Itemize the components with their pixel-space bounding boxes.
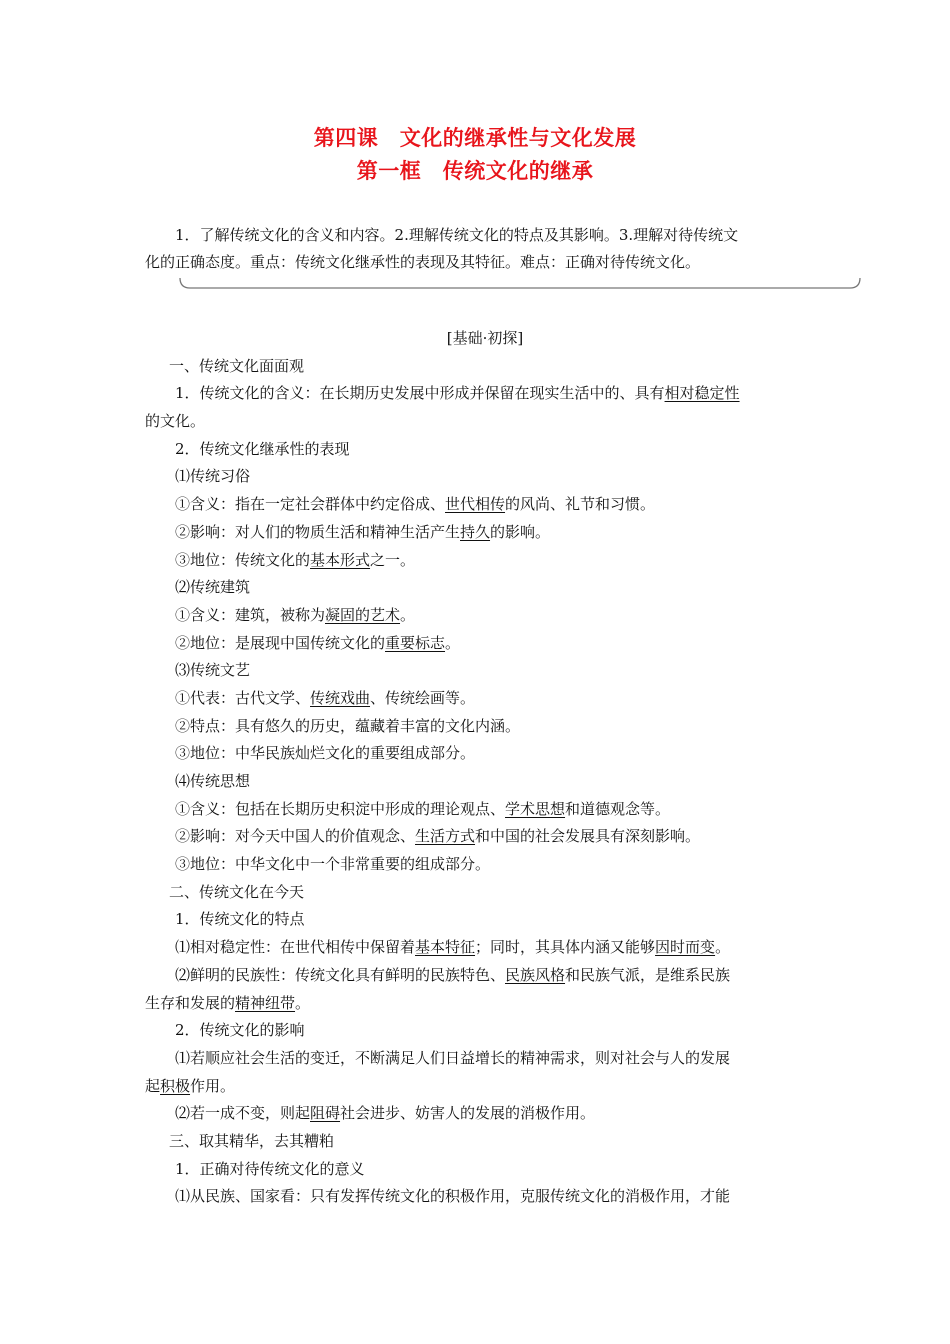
line-text: 。 bbox=[295, 993, 311, 1012]
line-text: 、传统绘画等。 bbox=[370, 688, 476, 707]
section-heading bbox=[145, 879, 825, 907]
content-line bbox=[145, 574, 825, 602]
line-text: ①含义：包括在长期历史积淀中形成的理论观点、 bbox=[175, 799, 506, 818]
learning-objectives bbox=[145, 222, 825, 276]
content-line bbox=[145, 1183, 825, 1211]
content-body bbox=[145, 325, 825, 1211]
objectives-bracket bbox=[178, 276, 862, 294]
line-text: 三、取其精华，去其糟粕 bbox=[169, 1131, 335, 1150]
line-text: ③地位：中华民族灿烂文化的重要组成部分。 bbox=[175, 744, 476, 763]
line-text: ⑴传统习俗 bbox=[175, 467, 251, 486]
line-text: 2．传统文化继承性的表现 bbox=[175, 439, 350, 458]
line-text: 的风尚、礼节和习惯。 bbox=[505, 495, 656, 514]
content-line bbox=[145, 685, 825, 713]
content-line bbox=[145, 602, 825, 630]
underlined-answer: 相对稳定性 bbox=[664, 384, 740, 403]
content-line bbox=[145, 962, 825, 990]
content-line bbox=[145, 436, 825, 464]
content-line bbox=[145, 1156, 825, 1184]
line-text: 和道德观念等。 bbox=[565, 799, 671, 818]
section-heading bbox=[145, 353, 825, 381]
line-text: 起 bbox=[145, 1076, 161, 1095]
line-text: 一、传统文化面面观 bbox=[169, 356, 305, 375]
line-text: ①含义：建筑，被称为 bbox=[175, 605, 326, 624]
objectives-line-2: 化的正确态度。重点：传统文化继承性的表现及其特征。难点：正确对待传统文化。 bbox=[145, 253, 701, 271]
content-line bbox=[145, 463, 825, 491]
line-text: ②影响：对今天中国人的价值观念、 bbox=[175, 827, 416, 846]
line-text: ②地位：是展现中国传统文化的 bbox=[175, 633, 386, 652]
line-text: ⑷传统思想 bbox=[175, 772, 251, 790]
line-text: 1．传统文化的含义：在长期历史发展中形成并保留在现实生活中的、具有 bbox=[175, 384, 665, 403]
line-text: ⑴若顺应社会生活的变迁，不断满足人们日益增长的精神需求，则对社会与人的发展 bbox=[175, 1048, 731, 1067]
line-text: 的文化。 bbox=[145, 412, 206, 431]
content-line bbox=[145, 1073, 825, 1101]
line-text: ；同时，其具体内涵又能够 bbox=[475, 938, 656, 957]
line-text: 。 bbox=[445, 633, 461, 652]
underlined-answer: 生活方式 bbox=[415, 827, 476, 846]
section-heading bbox=[145, 1128, 825, 1156]
line-text: ②特点：具有悠久的历史，蕴藏着丰富的文化内涵。 bbox=[175, 716, 521, 735]
content-line bbox=[145, 823, 825, 851]
underlined-answer: 世代相传 bbox=[445, 495, 506, 514]
line-text: ⑵传统建筑 bbox=[175, 578, 251, 597]
line-text: 和民族气派，是维系民族 bbox=[565, 965, 731, 984]
line-text: 1．正确对待传统文化的意义 bbox=[175, 1159, 365, 1178]
content-line bbox=[145, 990, 825, 1018]
underlined-answer: 重要标志 bbox=[385, 633, 446, 652]
underlined-answer: 基本形式 bbox=[310, 550, 371, 569]
line-text: ③地位：中华文化中一个非常重要的组成部分。 bbox=[175, 855, 491, 874]
content-line bbox=[145, 547, 825, 575]
line-text: 1．传统文化的特点 bbox=[175, 910, 305, 929]
content-line bbox=[145, 408, 825, 436]
underlined-answer: 学术思想 bbox=[505, 799, 566, 818]
line-text: 2．传统文化的影响 bbox=[175, 1021, 305, 1040]
content-line bbox=[145, 657, 825, 685]
content-line bbox=[145, 851, 825, 879]
line-text: ⑵若一成不变，则起 bbox=[175, 1104, 311, 1123]
content-line bbox=[145, 630, 825, 658]
line-text: ⑴相对稳定性：在世代相传中保留着 bbox=[175, 938, 416, 957]
line-text: 和中国的社会发展具有深刻影响。 bbox=[475, 827, 701, 846]
objectives-line-1: 1．了解传统文化的含义和内容。2.理解传统文化的特点及其影响。3.理解对待传统文 bbox=[175, 226, 739, 244]
line-text: ③地位：传统文化的 bbox=[175, 550, 311, 569]
section-label: [基础·初探] bbox=[446, 329, 524, 347]
underlined-answer: 传统戏曲 bbox=[310, 688, 371, 707]
content-line bbox=[145, 796, 825, 824]
line-text: 生存和发展的 bbox=[145, 993, 236, 1012]
line-text: 。 bbox=[400, 605, 416, 624]
content-line bbox=[145, 906, 825, 934]
content-line bbox=[145, 519, 825, 547]
line-text: 社会进步、妨害人的发展的消极作用。 bbox=[340, 1104, 596, 1123]
line-text: ⑵鲜明的民族性：传统文化具有鲜明的民族特色、 bbox=[175, 965, 506, 984]
line-text: ②影响：对人们的物质生活和精神生活产生 bbox=[175, 522, 461, 541]
content-line bbox=[145, 1017, 825, 1045]
content-line bbox=[145, 1045, 825, 1073]
line-text: ⑴从民族、国家看：只有发挥传统文化的积极作用，克服传统文化的消极作用，才能 bbox=[175, 1187, 731, 1206]
content-line bbox=[145, 713, 825, 741]
underlined-answer: 凝固的艺术 bbox=[325, 605, 401, 624]
content-line bbox=[145, 740, 825, 768]
underlined-answer: 精神纽带 bbox=[235, 993, 296, 1012]
content-line bbox=[145, 768, 825, 796]
line-text: ①含义：指在一定社会群体中约定俗成、 bbox=[175, 495, 446, 514]
line-text: 作用。 bbox=[190, 1076, 236, 1095]
line-text: ⑶传统文艺 bbox=[175, 661, 251, 680]
line-text: ①代表：古代文学、 bbox=[175, 688, 311, 707]
underlined-answer: 因时而变 bbox=[655, 938, 716, 957]
underlined-answer: 持久 bbox=[460, 522, 491, 541]
content-line bbox=[145, 1100, 825, 1128]
line-text: 之一。 bbox=[370, 550, 416, 569]
content-line bbox=[145, 380, 825, 408]
content-line bbox=[145, 491, 825, 519]
underlined-answer: 民族风格 bbox=[505, 965, 566, 984]
underlined-answer: 基本特征 bbox=[415, 938, 476, 957]
underlined-answer: 阻碍 bbox=[310, 1104, 341, 1123]
underlined-answer: 积极 bbox=[160, 1076, 191, 1095]
section-title: 第一框 传统文化的继承 bbox=[356, 159, 594, 183]
lesson-title: 第四课 文化的继承性与文化发展 bbox=[313, 126, 637, 150]
line-text: 二、传统文化在今天 bbox=[169, 882, 305, 901]
line-text: 的影响。 bbox=[490, 522, 551, 541]
line-text: 。 bbox=[715, 938, 731, 957]
content-line bbox=[145, 934, 825, 962]
